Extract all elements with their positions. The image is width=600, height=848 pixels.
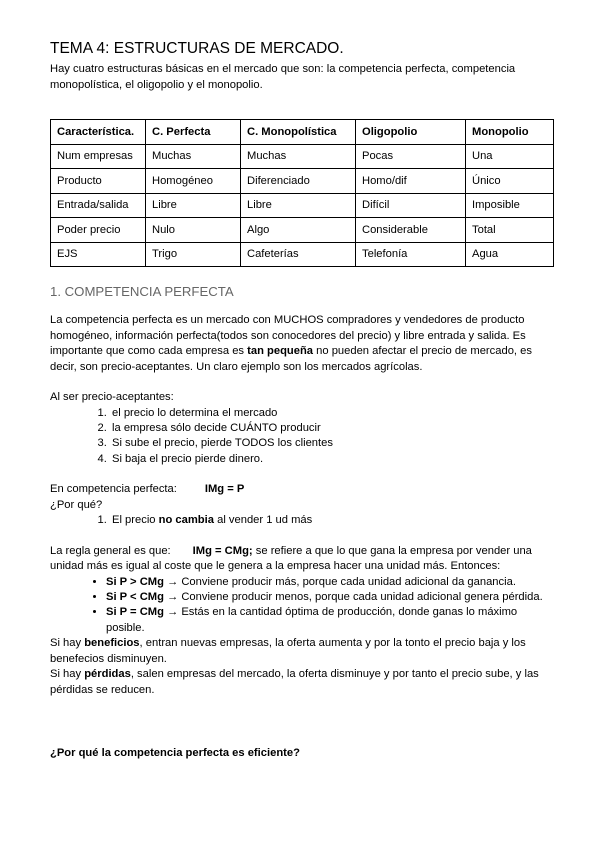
table-cell: Considerable	[356, 218, 466, 243]
table-row	[51, 242, 554, 267]
text-span: → Estás en la cantidad óptima de producción, donde ganas lo máximo posible.	[106, 606, 518, 634]
intro-paragraph: Hay cuatro estructuras básicas en el mercado que son: la competencia perfecta, competencia monopolística, el oligopolio y el monopolio.	[50, 63, 516, 91]
table-cell: Pocas	[356, 144, 466, 169]
efficiency-question	[50, 746, 555, 762]
table-header-cell: Oligopolio	[356, 120, 466, 145]
price-takers-intro: Al ser precio-aceptantes:	[50, 391, 174, 403]
why-question: ¿Por qué?	[50, 498, 103, 511]
table-cell: Muchas	[241, 144, 356, 169]
text-span: Si hay	[50, 668, 85, 681]
table-cell: Único	[466, 169, 554, 194]
text-span: → Conviene producir más, porque cada unidad adicional da ganancia.	[163, 575, 516, 588]
text-span: no pueden afectar el precio de mercado, es decir, son precio-aceptantes. Un claro ejemplo son los mercados agrícolas.	[50, 345, 532, 373]
bold-text: Si P = CMg	[106, 606, 164, 619]
bold-text: beneficios	[84, 637, 140, 650]
text-span: La regla general es que:	[50, 544, 171, 557]
bold-text: tan pequeña	[247, 345, 314, 357]
table-cell: Una	[466, 144, 554, 169]
list-item: 1. el precio lo determina el mercado	[110, 406, 555, 421]
table-row	[51, 144, 554, 169]
profits-paragraph	[50, 636, 555, 667]
bold-text: pérdidas	[84, 668, 131, 681]
table-cell: Cafeterías	[241, 242, 356, 267]
rule-bullets	[50, 575, 555, 637]
general-rule-paragraph	[50, 544, 555, 575]
perfect-competition-paragraph	[50, 313, 555, 375]
bold-text: ¿Por qué la competencia perfecta es eficiente?	[50, 747, 300, 760]
formula-img-p: IMg = P	[204, 483, 245, 496]
document-page	[50, 40, 555, 762]
table-header-cell: C. Monopolística	[241, 120, 356, 145]
price-takers-list	[50, 406, 555, 468]
list-item: 4. Si baja el precio pierde dinero.	[110, 452, 555, 467]
table-row	[51, 193, 554, 218]
text-span: Si hay	[50, 637, 85, 650]
table-cell: Nulo	[146, 218, 241, 243]
table-cell: Difícil	[356, 193, 466, 218]
table-header-cell: Monopolio	[466, 120, 554, 145]
formula-img-cmg: IMg = CMg;	[192, 544, 253, 557]
table-cell: Entrada/salida	[51, 193, 146, 218]
table-cell: Muchas	[146, 144, 241, 169]
table-header-cell: C. Perfecta	[146, 120, 241, 145]
table-cell: Trigo	[146, 242, 241, 267]
text-span: , salen empresas del mercado, la oferta disminuye y por tanto el precio sube, y las pérdidas se reducen.	[50, 668, 539, 696]
text-span: al vender 1 ud más	[213, 514, 313, 527]
text-span: se refiere a que lo que gana la empresa por vender una unidad más es igual al coste que le genera a la empresa hacer una unidad más. Entonces:	[50, 544, 532, 573]
table-cell: Algo	[241, 218, 356, 243]
list-item: 2. la empresa sólo decide CUÁNTO producir	[110, 421, 555, 436]
page-title: TEMA 4: ESTRUCTURAS DE MERCADO.	[50, 40, 344, 57]
table-cell: Num empresas	[51, 144, 146, 169]
why-answer-list	[50, 513, 555, 528]
table-cell: Imposible	[466, 193, 554, 218]
table-cell: Agua	[466, 242, 554, 267]
bold-text: no cambia	[158, 514, 214, 527]
img-equals-p-line	[50, 482, 555, 498]
list-item	[106, 590, 555, 605]
table-cell: Total	[466, 218, 554, 243]
table-cell: Libre	[241, 193, 356, 218]
table-cell: Producto	[51, 169, 146, 194]
table-cell: EJS	[51, 242, 146, 267]
table-cell: Homo/dif	[356, 169, 466, 194]
text-span: La competencia perfecta es un mercado con MUCHOS compradores y vendedores de producto homogéneo, información perfecta(todos son conocedores del precio) y libre entrada y salida. Es importante que como cada empresa es	[50, 314, 526, 357]
table-header-cell: Característica.	[51, 120, 146, 145]
table-cell: Poder precio	[51, 218, 146, 243]
text-span: El precio	[112, 514, 159, 527]
losses-paragraph	[50, 667, 555, 698]
text-span: → Conviene producir menos, porque cada unidad adicional genera pérdida.	[163, 590, 543, 603]
bold-text: Si P < CMg	[106, 590, 164, 603]
market-structures-table	[50, 119, 554, 267]
table-cell: Telefonía	[356, 242, 466, 267]
list-item	[106, 575, 555, 590]
list-item: 3. Si sube el precio, pierde TODOS los clientes	[110, 436, 555, 451]
table-header-row	[51, 120, 554, 145]
section-heading: 1. COMPETENCIA PERFECTA	[50, 284, 234, 299]
list-item	[110, 513, 555, 528]
list-item	[106, 605, 555, 636]
table-cell: Libre	[146, 193, 241, 218]
table-cell: Diferenciado	[241, 169, 356, 194]
text-span: En competencia perfecta:	[50, 483, 177, 496]
table-row	[51, 218, 554, 243]
table-row	[51, 169, 554, 194]
table-cell: Homogéneo	[146, 169, 241, 194]
text-span: , entran nuevas empresas, la oferta aumenta y por la tonto el precio baja y los benefecios disminuyen.	[50, 637, 526, 665]
bold-text: Si P > CMg	[106, 575, 164, 588]
